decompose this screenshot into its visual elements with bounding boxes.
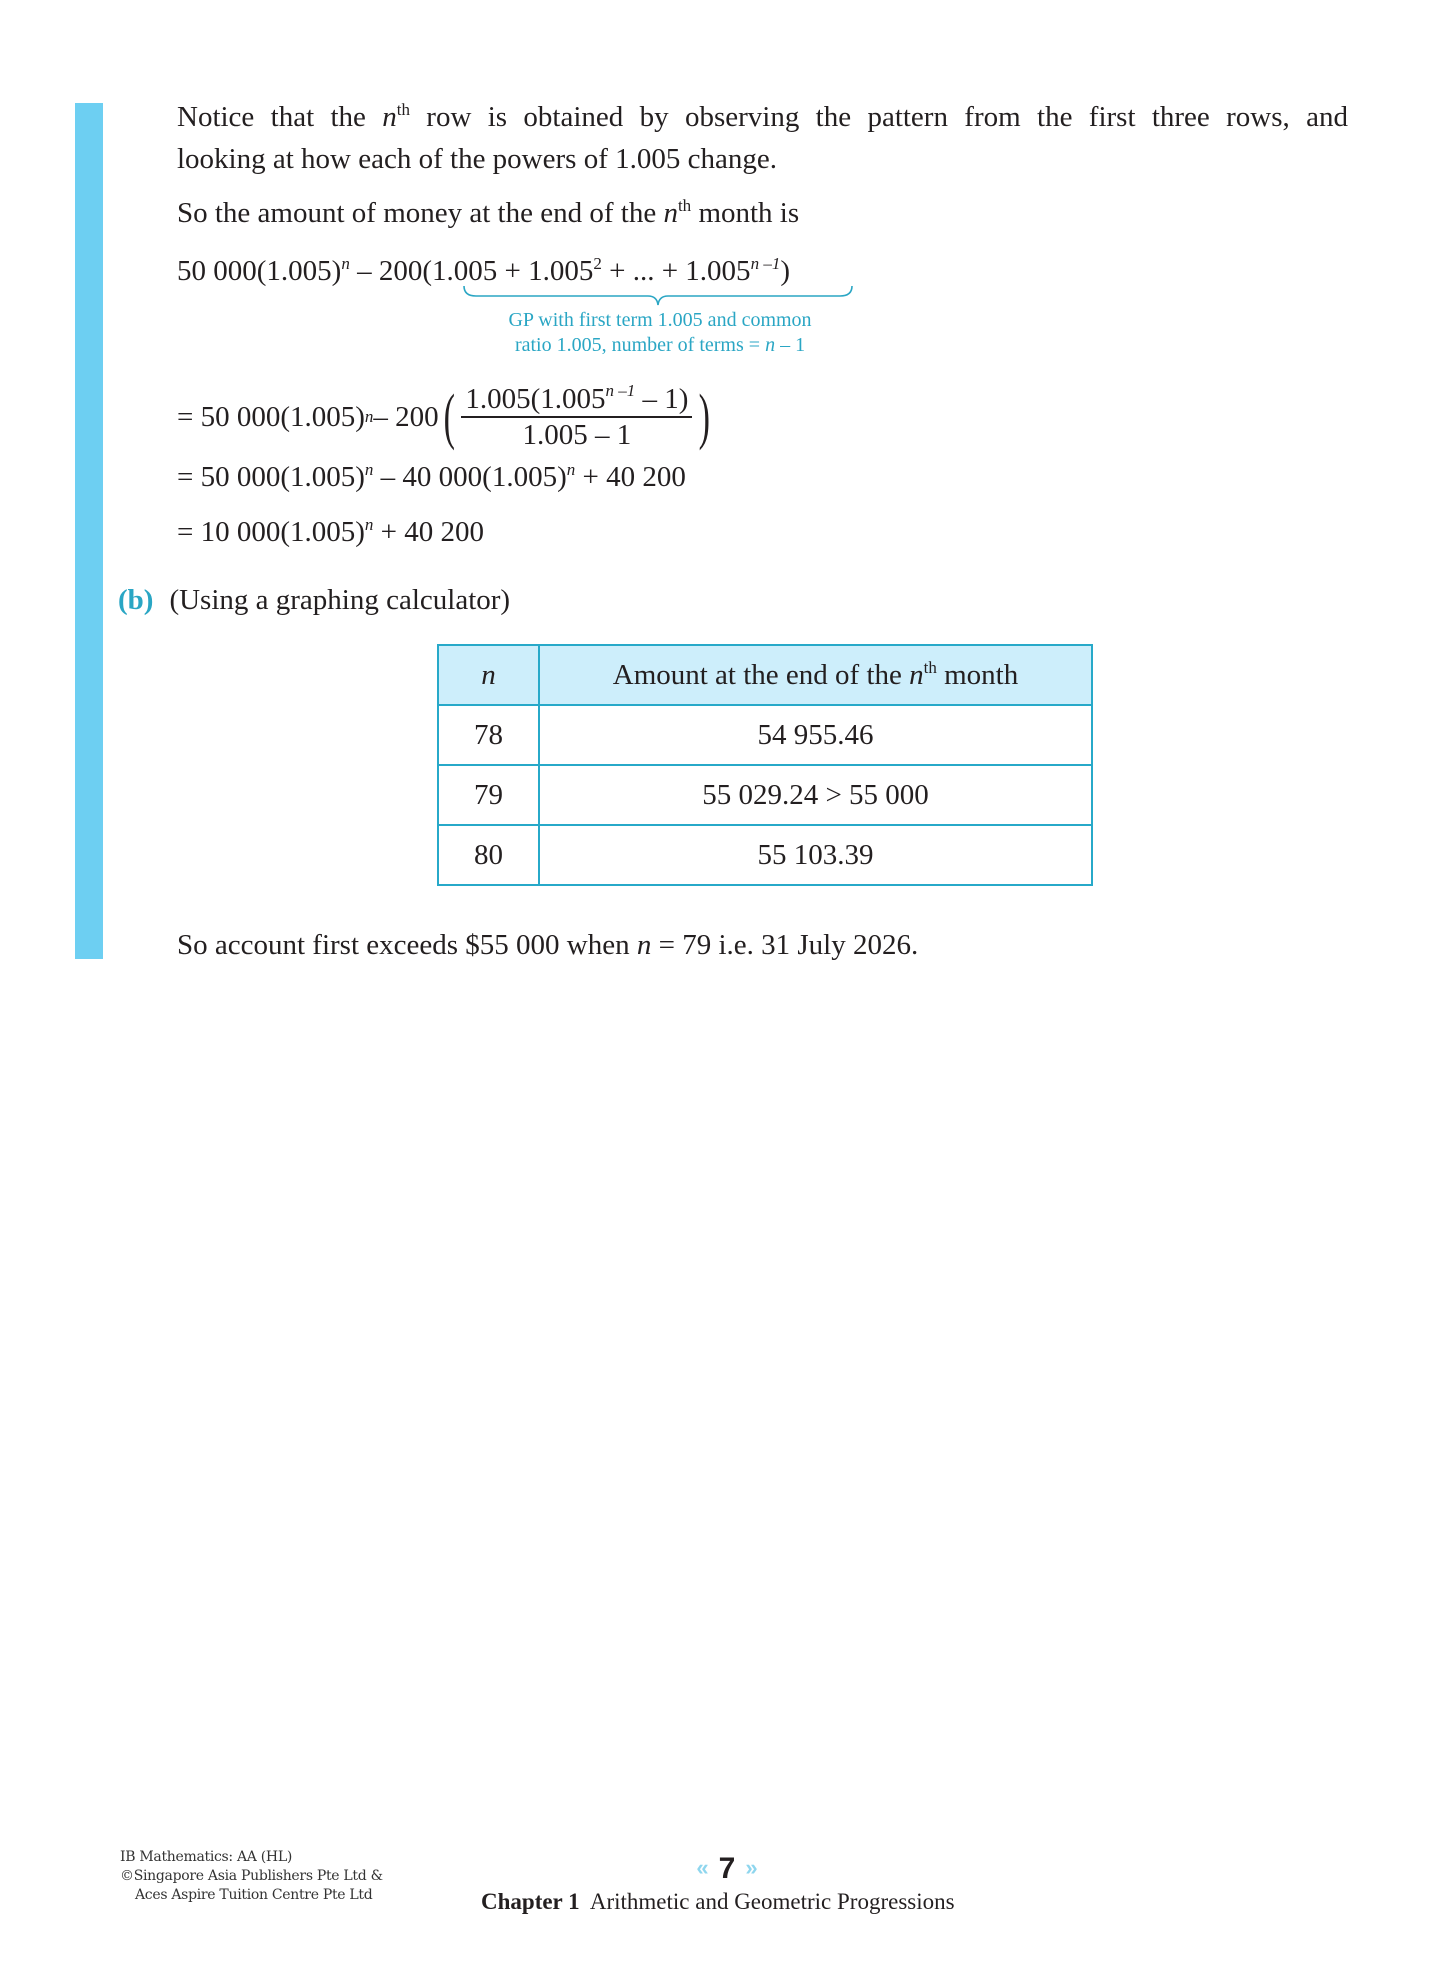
conclusion-text: So account first exceeds $55 000 when n = 79 i.e. 31 July 2026. bbox=[177, 929, 919, 961]
calculator-results-table bbox=[437, 644, 1093, 886]
part-b-text: (Using a graphing calculator) bbox=[169, 584, 511, 616]
equation-gp-sum-substituted: = 50 000(1.005) n – 200 ( $\frac{1.005(1.005^{n -1} - 1)}{1.005 - 1}$ ) bbox=[177, 381, 711, 451]
copyright-line-2: Aces Aspire Tuition Centre Pte Ltd bbox=[135, 1887, 373, 1903]
fraction: $\frac{1.005(1.005^{n -1} - 1)}{1.005 - 1}$ bbox=[461, 382, 692, 452]
worked-example-sidebar-bar bbox=[75, 103, 103, 959]
underbrace-icon bbox=[462, 284, 856, 308]
paragraph-notice-line-1: Notice that the $n^{th}$ row is obtained by observing the pattern from the first three rows, and bbox=[177, 100, 1348, 133]
chevron-left-icon: « bbox=[696, 1855, 709, 1880]
chevron-right-icon: » bbox=[745, 1855, 758, 1880]
table-row bbox=[438, 765, 1092, 825]
header-n: n bbox=[438, 645, 539, 705]
copyright-line-1: ©Singapore Asia Publishers Pte Ltd & bbox=[120, 1868, 383, 1884]
cell-amount: 54 955.46 bbox=[539, 705, 1092, 765]
table-row bbox=[438, 825, 1092, 885]
equation-sum-expression: 50 $000(1.005)^n - 200(1.005 + 1.005^2$ + ... + $1.005^{n -1}$) bbox=[177, 254, 790, 287]
equation-simplified: = 10 $000(1.005)^n + 40$ 200 bbox=[177, 515, 485, 548]
chapter-footer bbox=[481, 1888, 955, 1916]
header-amount: Amount at the end of the $n^{th}$ month bbox=[539, 645, 1092, 705]
part-b-heading bbox=[118, 583, 510, 617]
book-title: IB Mathematics: AA (HL) bbox=[120, 1849, 292, 1865]
gp-annotation-line-1: GP with first term 1.005 and common bbox=[508, 309, 812, 331]
cell-amount: 55 103.39 bbox=[539, 825, 1092, 885]
chapter-title: Arithmetic and Geometric Progressions bbox=[589, 1889, 955, 1914]
cell-n: 78 bbox=[438, 705, 539, 765]
right-paren: ) bbox=[699, 383, 711, 451]
paragraph-amount-intro: So the amount of money at the end of the $n^{th}$ month is bbox=[177, 196, 800, 229]
cell-n: 79 bbox=[438, 765, 539, 825]
page-number: « 7 » bbox=[696, 1852, 758, 1885]
gp-annotation-line-2: ratio 1.005, number of terms = n – 1 bbox=[514, 334, 806, 356]
paragraph-notice-line-2: looking at how each of the powers of 1.005 change. bbox=[177, 143, 777, 175]
left-paren: ( bbox=[443, 383, 455, 451]
table-row bbox=[438, 705, 1092, 765]
table-header-row bbox=[438, 645, 1092, 705]
cell-n: 80 bbox=[438, 825, 539, 885]
equation-expanded: = 50 $000(1.005)^n - 40$ $000(1.005)^n + 40$ 200 bbox=[177, 460, 686, 493]
footer-publisher-info bbox=[120, 1848, 383, 1905]
part-b-label: (b) bbox=[118, 584, 154, 616]
cell-amount: 55 029.24 > 55 000 bbox=[539, 765, 1092, 825]
chapter-label: Chapter 1 bbox=[481, 1889, 580, 1914]
